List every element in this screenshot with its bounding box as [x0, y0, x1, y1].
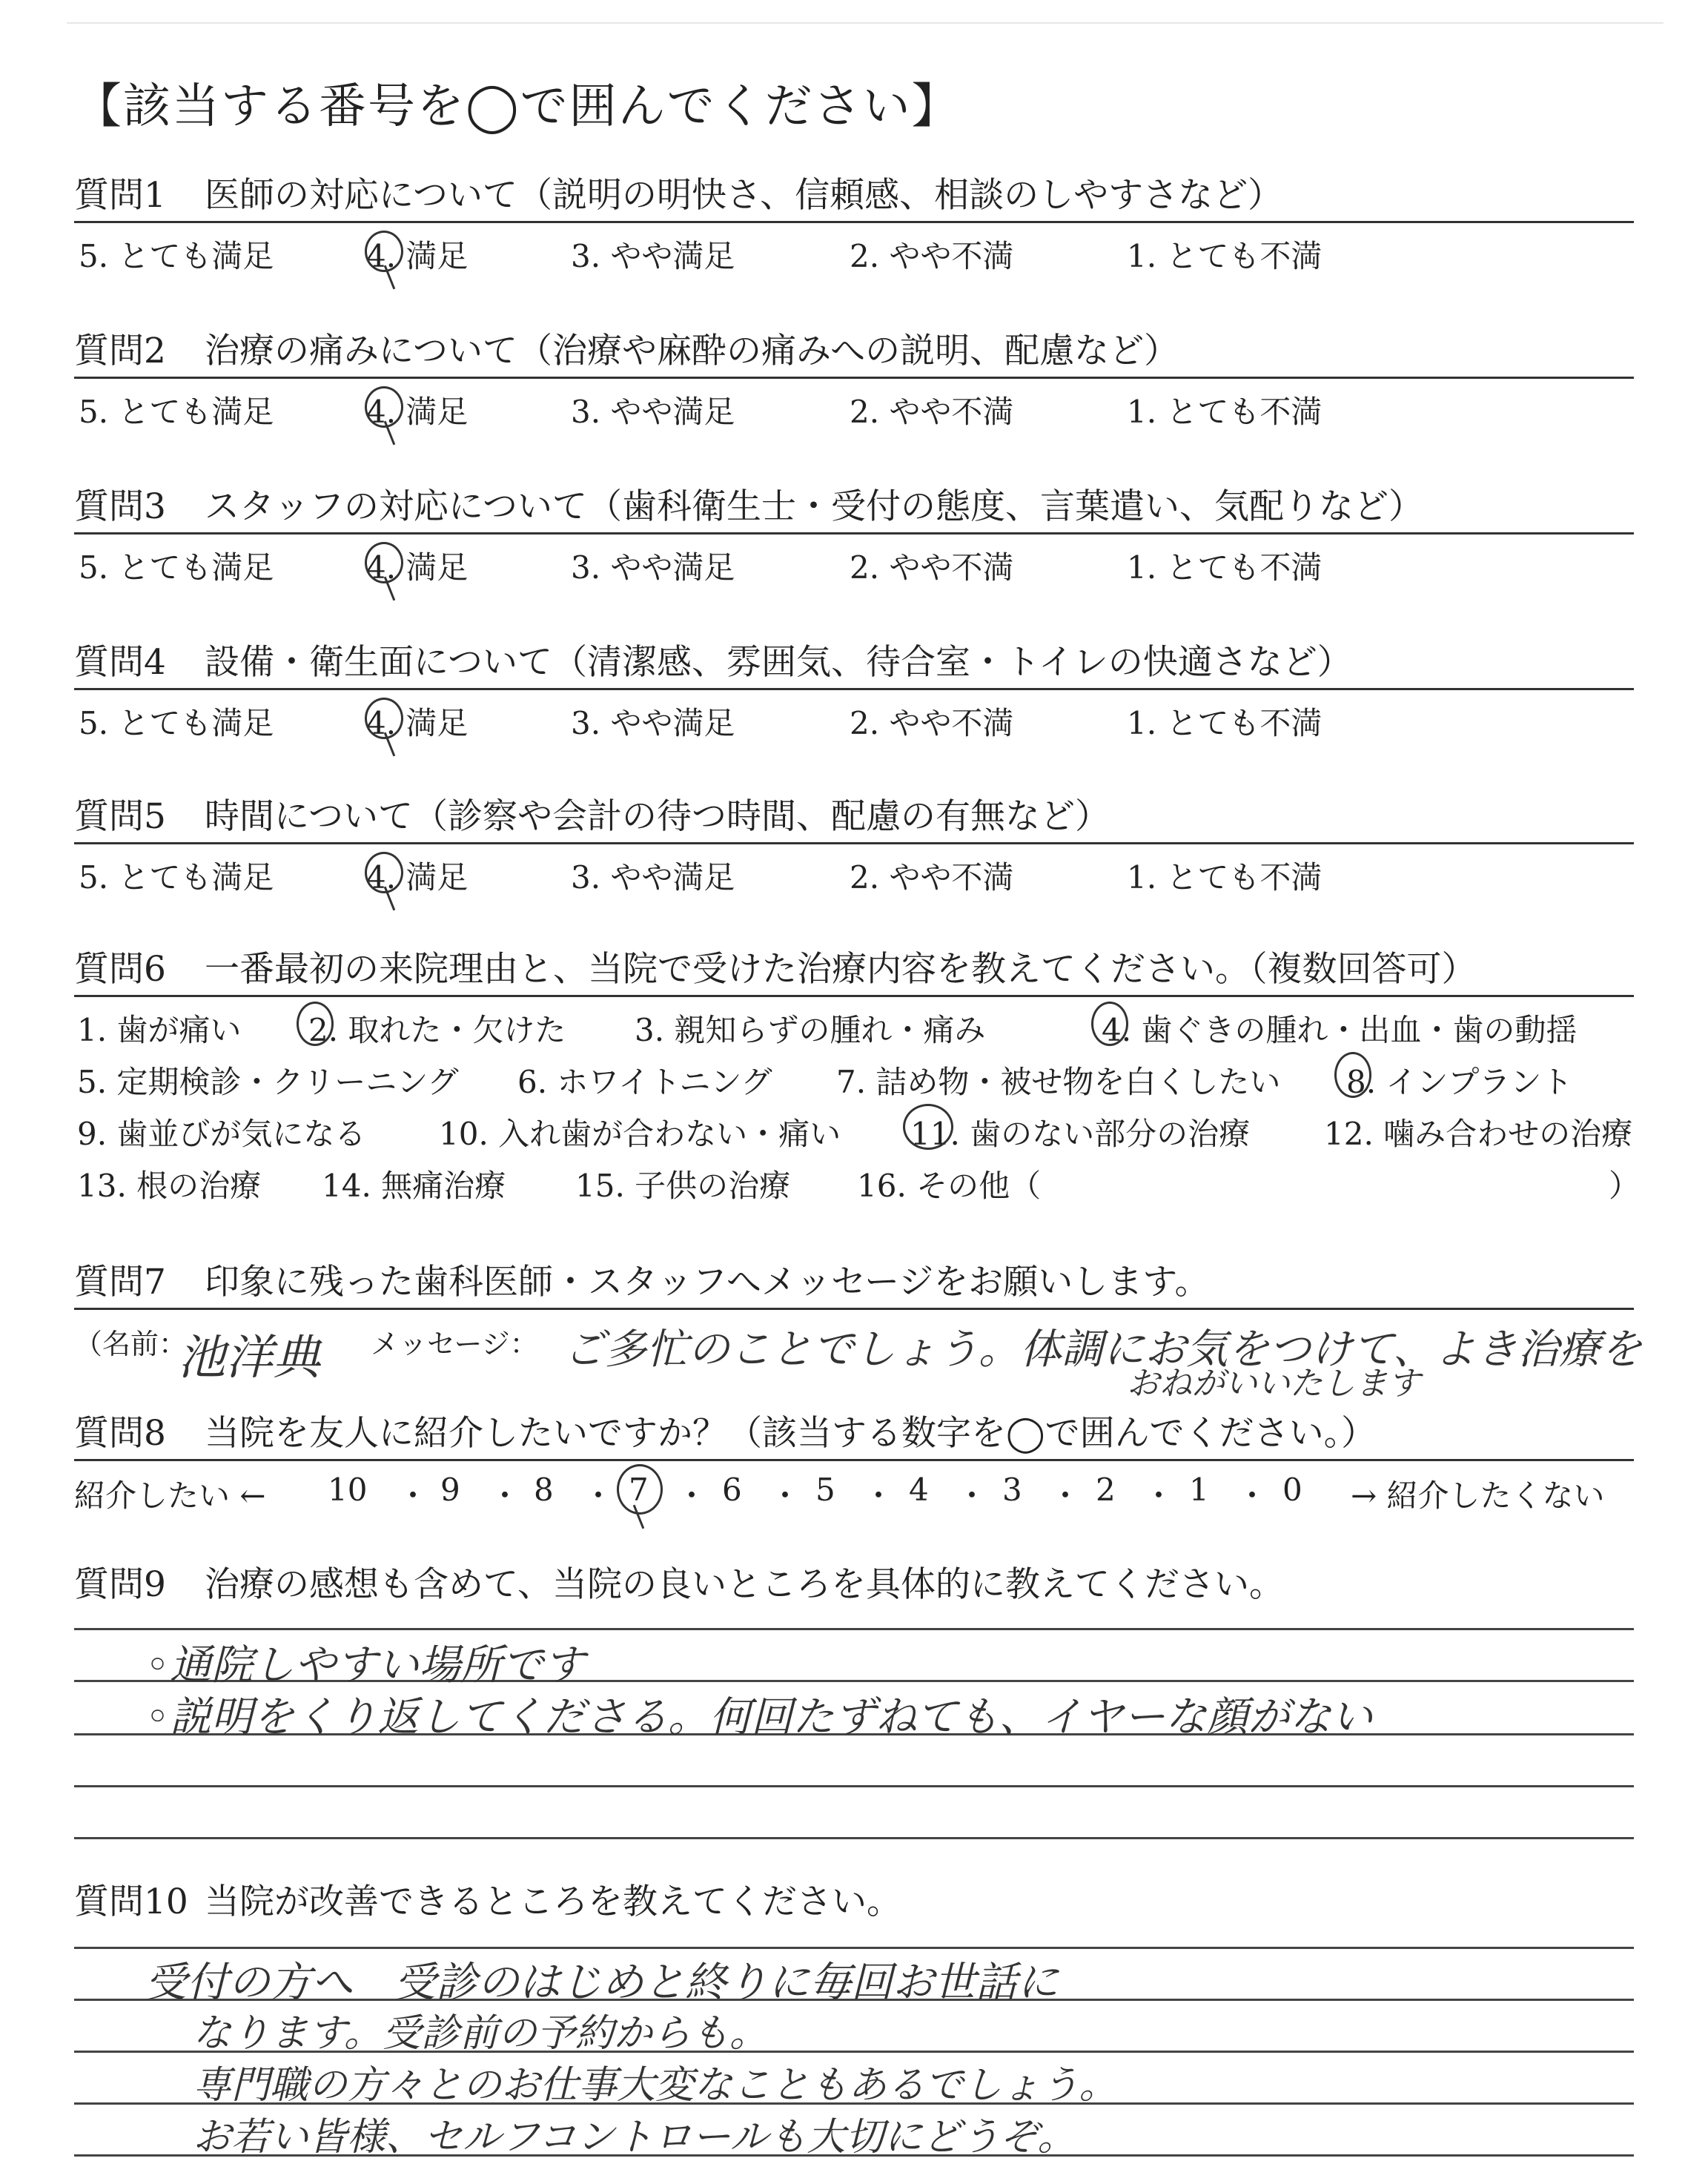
scale-left-label: 紹介したい ← [74, 1477, 266, 1514]
option-5[interactable]: 5. とても満足 [79, 394, 274, 430]
question-text: 一番最初の来院理由と、当院で受けた治療内容を教えてください。（複数回答可） [205, 949, 1477, 990]
question-text: 医師の対応について（説明の明快さ、信頼感、相談のしやすさなど） [205, 175, 1283, 216]
name-label: （名前： [74, 1328, 188, 1360]
option-4[interactable]: 4. 満足 [366, 238, 469, 274]
question-text: 時間について（診察や会計の待つ時間、配慮の有無など） [205, 796, 1110, 837]
selection-circle [617, 1464, 663, 1515]
question-number: 質問8 [74, 1413, 166, 1454]
other-close-paren: ） [1609, 1168, 1641, 1204]
question-number: 質問6 [74, 949, 166, 990]
question-4 [74, 638, 1634, 742]
reason-options [74, 997, 1641, 1208]
scale-4[interactable]: 4 [909, 1472, 929, 1508]
question-text: 治療の感想も含めて、当院の良いところを具体的に教えてください。 [205, 1564, 1285, 1605]
reason-option-14[interactable]: 14. 無痛治療 [322, 1168, 506, 1204]
option-2[interactable]: 2. やや不満 [850, 705, 1014, 741]
option-2[interactable]: 2. やや不満 [850, 394, 1014, 430]
good-point-1: ◦通院しやすい場所です [145, 1641, 586, 1690]
option-3[interactable]: 3. やや満足 [571, 394, 735, 430]
answer-line [74, 1837, 1634, 1839]
reason-option-5[interactable]: 5. 定期検診・クリーニング [77, 1064, 459, 1100]
option-3[interactable]: 3. やや満足 [571, 859, 735, 896]
reason-option-12[interactable]: 12. 噛み合わせの治療 [1324, 1116, 1633, 1152]
reason-option-15[interactable]: 15. 子供の治療 [575, 1168, 791, 1204]
scale-separator: ・ [489, 1477, 521, 1514]
scale-8[interactable]: 8 [534, 1472, 554, 1508]
option-3[interactable]: 3. やや満足 [571, 238, 735, 274]
scale-separator: ・ [769, 1477, 801, 1514]
improvement-4: お若い皆様、セルフコントロールも大切にどうぞ。 [193, 2115, 1076, 2160]
page-title: 【該当する番号を◯で囲んでください】 [74, 79, 961, 134]
question-number: 質問4 [74, 642, 166, 683]
scale-separator: ・ [956, 1477, 988, 1514]
option-1[interactable]: 1. とても不満 [1127, 705, 1323, 741]
scale-5[interactable]: 5 [815, 1472, 835, 1508]
rating-row [74, 223, 1634, 275]
message-handwriting-1: ご多忙のことでしょう。体調にお気をつけて、よき治療を [563, 1326, 1642, 1374]
question-number: 質問3 [74, 486, 166, 527]
name-handwriting: 池洋典 [178, 1331, 320, 1386]
scale-3[interactable]: 3 [1002, 1472, 1022, 1508]
reason-option-3[interactable]: 3. 親知らずの腫れ・痛み [635, 1012, 986, 1048]
question-text: 当院を友人に紹介したいですか？（該当する数字を◯で囲んでください。） [205, 1413, 1377, 1454]
option-3[interactable]: 3. やや満足 [571, 549, 735, 586]
question-number: 質問9 [74, 1564, 166, 1605]
question-9 [74, 1560, 1634, 1610]
option-4[interactable]: 4. 満足 [366, 705, 469, 741]
scale-separator: ・ [1143, 1477, 1175, 1514]
improvement-1: 受付の方へ 受診のはじめと終りに毎回お世話に [145, 1959, 1059, 2007]
option-5[interactable]: 5. とても満足 [79, 705, 274, 741]
question-5 [74, 792, 1634, 896]
reason-option-7[interactable]: 7. 詰め物・被せ物を白くしたい [836, 1064, 1281, 1100]
question-number: 質問10 [74, 1882, 188, 1922]
reason-option-4[interactable]: 4. 歯ぐきの腫れ・出血・歯の動揺 [1102, 1012, 1578, 1048]
reason-option-8[interactable]: 8. インプラント [1346, 1064, 1573, 1100]
selection-circle [1091, 1002, 1128, 1046]
scale-2[interactable]: 2 [1096, 1472, 1116, 1508]
rating-row [74, 844, 1634, 896]
message-label: メッセージ： [371, 1328, 538, 1360]
option-1[interactable]: 1. とても不満 [1127, 394, 1323, 430]
question-number: 質問7 [74, 1262, 166, 1303]
scale-9[interactable]: 9 [440, 1472, 460, 1508]
scale-6[interactable]: 6 [722, 1472, 742, 1508]
question-7 [74, 1257, 1634, 1310]
option-5[interactable]: 5. とても満足 [79, 859, 274, 896]
question-text: 設備・衛生面について（清潔感、雰囲気、待合室・トイレの快適さなど） [205, 642, 1352, 683]
good-point-2: ◦説明をくり返してくださる。何回たずねても、イヤーな顔がない [145, 1693, 1373, 1741]
scale-separator: ・ [676, 1477, 708, 1514]
reason-option-6[interactable]: 6. ホワイトニング [517, 1064, 772, 1100]
message-handwriting-2: おねがいいたします [1127, 1365, 1420, 1403]
selection-circle [1334, 1052, 1371, 1098]
option-4[interactable]: 4. 満足 [366, 549, 469, 586]
scale-10[interactable]: 10 [328, 1472, 368, 1508]
scale-right-label: → 紹介したくない [1351, 1477, 1605, 1514]
reason-option-9[interactable]: 9. 歯並びが気になる [77, 1116, 366, 1152]
answer-line [74, 1785, 1634, 1787]
question-10 [74, 1877, 1634, 1927]
reason-option-11[interactable]: 11. 歯のない部分の治療 [910, 1116, 1251, 1152]
rating-row [74, 535, 1634, 586]
scale-7[interactable]: 7 [629, 1472, 649, 1508]
scale-1[interactable]: 1 [1189, 1472, 1209, 1508]
scale-separator: ・ [1237, 1477, 1268, 1514]
answer-line [74, 1628, 1634, 1630]
question-text: 印象に残った歯科医師・スタッフへメッセージをお願いします。 [205, 1262, 1210, 1303]
scale-separator: ・ [397, 1477, 429, 1514]
rating-row [74, 690, 1634, 742]
selection-circle [297, 1002, 334, 1046]
improvement-3: 専門職の方々とのお仕事大変なこともあるでしょう。 [193, 2063, 1118, 2108]
question-text: 治療の痛みについて（治療や麻酔の痛みへの説明、配慮など） [205, 331, 1179, 371]
option-1[interactable]: 1. とても不満 [1127, 859, 1323, 896]
scale-0[interactable]: 0 [1282, 1472, 1302, 1508]
question-number: 質問5 [74, 796, 166, 837]
reason-option-2[interactable]: 2. 取れた・欠けた [308, 1012, 566, 1048]
option-5[interactable]: 5. とても満足 [79, 549, 274, 586]
question-text: 当院が改善できるところを教えてください。 [205, 1882, 901, 1922]
recommend-scale [74, 1461, 1634, 1513]
option-2[interactable]: 2. やや不満 [850, 549, 1014, 586]
question-8 [74, 1409, 1634, 1513]
option-4[interactable]: 4. 満足 [366, 394, 469, 430]
question-number: 質問1 [74, 175, 166, 216]
option-3[interactable]: 3. やや満足 [571, 705, 735, 741]
scale-separator: ・ [863, 1477, 895, 1514]
question-text: スタッフの対応について（歯科衛生士・受付の態度、言葉遣い、気配りなど） [205, 486, 1424, 527]
scale-separator: ・ [1050, 1477, 1082, 1514]
option-1[interactable]: 1. とても不満 [1127, 549, 1323, 586]
option-2[interactable]: 2. やや不満 [850, 859, 1014, 896]
question-2 [74, 326, 1634, 431]
option-5[interactable]: 5. とても満足 [79, 238, 274, 274]
reason-option-16[interactable]: 16. その他（ [857, 1168, 1042, 1204]
reason-option-1[interactable]: 1. 歯が痛い [77, 1012, 242, 1048]
question-1 [74, 171, 1634, 275]
selection-circle [903, 1104, 953, 1150]
reason-option-13[interactable]: 13. 根の治療 [77, 1168, 262, 1204]
rating-row [74, 379, 1634, 431]
question-3 [74, 482, 1634, 586]
question-6 [74, 944, 1641, 1208]
answer-line [74, 1947, 1634, 1949]
improvement-2: なります。受診前の予約からも。 [193, 2011, 768, 2056]
option-4[interactable]: 4. 満足 [366, 859, 469, 896]
option-1[interactable]: 1. とても不満 [1127, 238, 1323, 274]
option-2[interactable]: 2. やや不満 [850, 238, 1014, 274]
reason-option-10[interactable]: 10. 入れ歯が合わない・痛い [439, 1116, 841, 1152]
question-number: 質問2 [74, 331, 166, 371]
scale-separator: ・ [583, 1477, 615, 1514]
